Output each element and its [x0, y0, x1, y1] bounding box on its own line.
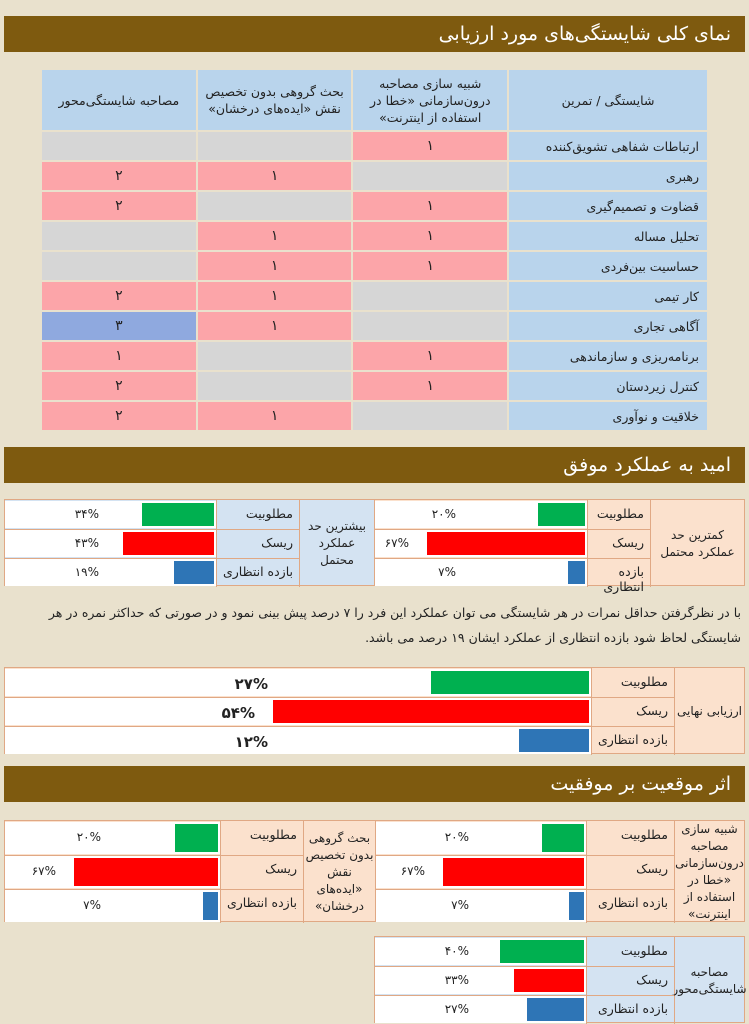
column-divider — [587, 500, 588, 529]
score-cell: ۱ — [198, 282, 352, 310]
score-cell: ۲ — [42, 192, 196, 220]
metric-label: ریسک — [261, 535, 293, 550]
max-performance-panel — [4, 499, 375, 586]
score-cell: ۱ — [198, 312, 352, 340]
score-cell: ۲ — [42, 372, 196, 400]
percent-value: ۳۴% — [74, 506, 99, 521]
column-divider — [586, 821, 587, 855]
group-discussion-label: بحث گروهی بدون تخصیص نقش «ایده‌های درخشان» — [303, 821, 375, 923]
expected-return-bar — [527, 998, 584, 1021]
competency-label: قضاوت و تصمیم‌گیری — [509, 192, 707, 220]
competency-table-header — [42, 70, 707, 130]
table-row — [42, 132, 707, 160]
score-cell: ۱ — [353, 252, 507, 280]
percent-value: ۷% — [451, 898, 469, 912]
percent-value: ۲۷% — [234, 674, 268, 693]
bar-track — [5, 890, 220, 922]
metric-label: بازده انتظاری — [597, 1001, 668, 1016]
max-performance-label: بیشترین حد عملکرد محتمل — [299, 500, 374, 587]
percent-value: ۶۷% — [384, 535, 409, 550]
bar-track — [5, 727, 591, 754]
metric-label: بازده انتظاری — [222, 564, 293, 579]
overview-header — [4, 16, 745, 52]
column-divider — [586, 995, 587, 1024]
column-divider — [586, 937, 587, 966]
table-row — [42, 162, 707, 190]
competency-label: تحلیل مساله — [509, 222, 707, 250]
score-cell: ۱ — [353, 372, 507, 400]
column-divider — [220, 855, 221, 889]
metric-label: ریسک — [636, 861, 668, 876]
column-header: شایستگی / تمرین — [509, 70, 707, 130]
score-cell — [42, 222, 196, 250]
final-evaluation-panel — [4, 667, 745, 754]
column-divider — [591, 697, 592, 726]
score-cell — [353, 402, 507, 430]
metric-label: ریسک — [636, 972, 668, 987]
metric-label: بازده انتظاری — [597, 732, 668, 747]
metric-label: بازده انتظاری — [603, 564, 644, 594]
expected-return-bar — [568, 561, 585, 584]
percent-value: ۶۷% — [31, 864, 56, 878]
desirability-bar — [431, 671, 589, 694]
final-evaluation-label: ارزیابی نهایی — [674, 668, 744, 755]
column-divider — [586, 855, 587, 889]
competency-label: خلاقیت و نوآوری — [509, 402, 707, 430]
column-divider — [220, 889, 221, 923]
desirability-bar — [500, 940, 584, 963]
percent-value: ۴۳% — [74, 535, 99, 550]
success-title: امید به عملکرد موفق — [563, 454, 731, 476]
score-cell — [42, 252, 196, 280]
column-divider — [216, 500, 217, 529]
expected-return-bar — [519, 729, 589, 752]
risk-bar — [74, 858, 218, 886]
table-row — [42, 192, 707, 220]
metric-label: ریسک — [612, 535, 644, 550]
table-row — [42, 282, 707, 310]
overview-title: نمای کلی شایستگی‌های مورد ارزیابی — [438, 23, 731, 45]
score-cell: ۱ — [198, 252, 352, 280]
table-row — [42, 342, 707, 370]
column-divider — [586, 889, 587, 923]
position-effect-title: اثر موقعیت بر موفقیت — [550, 773, 731, 795]
score-cell: ۲ — [42, 282, 196, 310]
interview-label: مصاحبه شایستگی‌محور — [674, 937, 744, 1024]
table-row — [42, 222, 707, 250]
percent-value: ۶۷% — [400, 864, 425, 878]
column-divider — [216, 558, 217, 587]
competency-label: برنامه‌ریزی و سازماندهی — [509, 342, 707, 370]
score-cell — [198, 372, 352, 400]
score-cell: ۱ — [198, 222, 352, 250]
column-header: مصاحبه شایستگی‌محور — [42, 70, 196, 130]
position-effect-header — [4, 766, 745, 802]
metric-label: مطلوبیت — [596, 506, 644, 521]
column-divider — [587, 529, 588, 558]
column-header: شبیه سازی مصاحبه درون‌سازمانی «خطا در استفاده از اینترنت» — [353, 70, 507, 130]
expected-return-bar — [174, 561, 214, 584]
desirability-bar — [542, 824, 584, 852]
metric-label: بازده انتظاری — [226, 895, 297, 910]
percent-value: ۱۲% — [234, 732, 268, 751]
column-divider — [591, 668, 592, 697]
bar-track — [375, 890, 586, 922]
column-divider — [586, 966, 587, 995]
score-cell — [353, 162, 507, 190]
metric-label: ریسک — [636, 703, 668, 718]
percent-value: ۲۰% — [444, 830, 469, 844]
score-cell: ۱ — [353, 342, 507, 370]
metric-label: بازده انتظاری — [597, 895, 668, 910]
percent-value: ۷% — [438, 564, 456, 579]
simulation-label: شبیه سازی مصاحبه درون‌سازمانی «خطا در استفاده از اینترنت» — [675, 822, 744, 921]
expected-return-bar — [203, 892, 218, 920]
min-performance-panel — [350, 499, 745, 594]
score-cell — [198, 342, 352, 370]
metric-label: مطلوبیت — [620, 827, 668, 842]
desirability-bar — [142, 503, 214, 526]
metric-label: مطلوبیت — [249, 827, 297, 842]
simulation-panel — [374, 820, 745, 922]
score-cell: ۱ — [353, 132, 507, 160]
column-divider — [587, 558, 588, 587]
score-cell: ۱ — [353, 192, 507, 220]
percent-value: ۵۴% — [221, 703, 255, 722]
success-header — [4, 447, 745, 483]
competency-table — [40, 68, 709, 432]
percent-value: ۷% — [83, 898, 101, 912]
desirability-bar — [538, 503, 585, 526]
score-cell: ۲ — [42, 162, 196, 190]
percent-value: ۳۳% — [444, 972, 469, 987]
score-cell: ۱ — [42, 342, 196, 370]
risk-bar — [427, 532, 585, 555]
score-cell — [353, 312, 507, 340]
risk-bar — [514, 969, 584, 992]
table-row — [42, 252, 707, 280]
bar-track — [351, 559, 587, 586]
score-cell — [353, 282, 507, 310]
percent-value: ۴۰% — [444, 943, 469, 958]
risk-bar — [443, 858, 584, 886]
column-divider — [591, 726, 592, 755]
score-cell — [198, 132, 352, 160]
percent-value: ۲۷% — [444, 1001, 469, 1016]
column-header: بحث گروهی بدون تخصیص نقش «ایده‌های درخشان» — [198, 70, 352, 130]
metric-label: ریسک — [265, 861, 297, 876]
risk-bar — [123, 532, 214, 555]
score-cell: ۱ — [353, 222, 507, 250]
percent-value: ۲۰% — [431, 506, 456, 521]
percent-value: ۱۹% — [74, 564, 99, 579]
risk-bar — [273, 700, 589, 723]
competency-label: حساسیت بین‌فردی — [509, 252, 707, 280]
metric-label: مطلوبیت — [620, 943, 668, 958]
metric-label: مطلوبیت — [620, 674, 668, 689]
score-cell: ۱ — [198, 402, 352, 430]
score-cell — [198, 192, 352, 220]
score-cell: ۱ — [198, 162, 352, 190]
table-row — [42, 372, 707, 400]
column-divider — [220, 821, 221, 855]
percent-value: ۲۰% — [76, 830, 101, 844]
competency-label: کار تیمی — [509, 282, 707, 310]
table-row — [42, 402, 707, 430]
competency-label: رهبری — [509, 162, 707, 190]
score-cell — [42, 132, 196, 160]
competency-label: ارتباطات شفاهی تشویق‌کننده — [509, 132, 707, 160]
score-cell: ۳ — [42, 312, 196, 340]
expected-return-bar — [569, 892, 584, 920]
group-discussion-panel — [4, 820, 376, 922]
interview-panel — [374, 936, 745, 1023]
table-row — [42, 312, 707, 340]
competency-label: کنترل زیردستان — [509, 372, 707, 400]
min-performance-label: کمترین حد عملکرد محتمل — [650, 500, 744, 587]
metric-label: مطلوبیت — [245, 506, 293, 521]
competency-label: آگاهی تجاری — [509, 312, 707, 340]
score-cell: ۲ — [42, 402, 196, 430]
column-divider — [216, 529, 217, 558]
success-note: با در نظرگرفتن حداقل نمرات در هر شایستگی می توان عملکرد این فرد را ۷ درصد پیش بینی نمود و در صورتی که حداکثر نمره در هر شایستگی لحاظ شود بازده انتظاری از عملکرد ایشان ۱۹ درصد می باشد. — [48, 605, 741, 645]
desirability-bar — [175, 824, 218, 852]
